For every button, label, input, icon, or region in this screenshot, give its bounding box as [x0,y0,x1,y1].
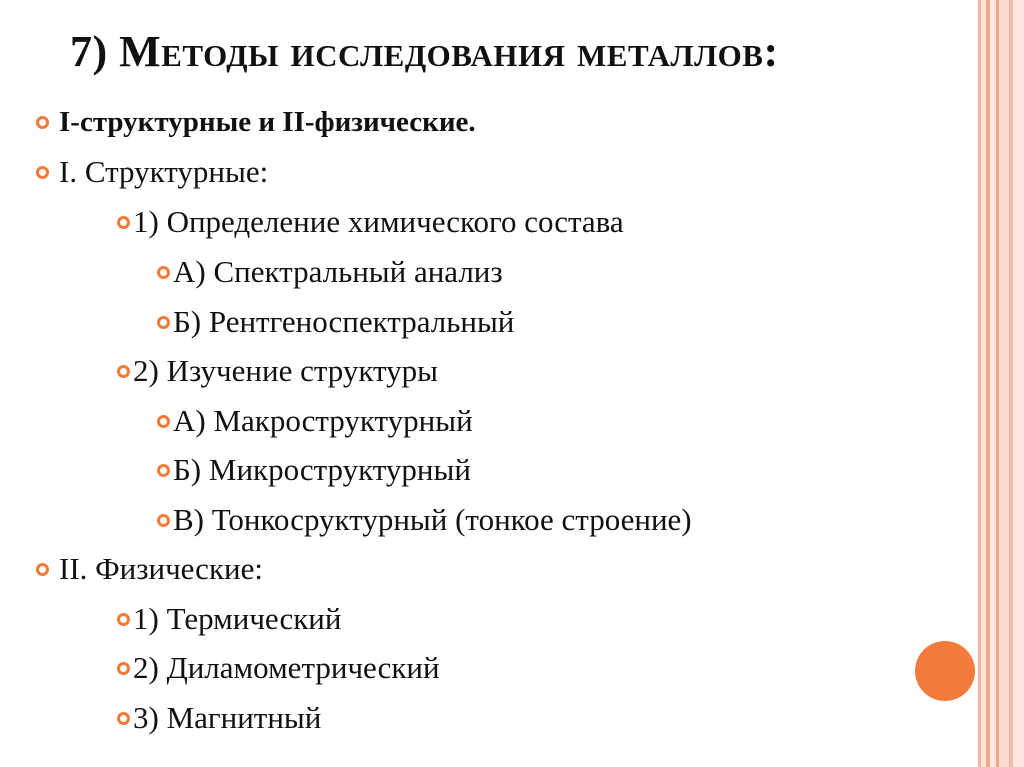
list-item-text: Б) Рентгеноспектральный [173,304,515,339]
ring-bullet-icon [117,712,130,725]
list-item [157,403,473,439]
list-item-text: I-структурные и II-физические. [59,106,476,138]
ring-bullet-icon [117,613,130,626]
list-item [36,154,268,190]
list-item-text: Б) Микроструктурный [173,452,471,487]
list-item [157,254,503,290]
list-item-text: 2) Диламометрический [133,650,440,685]
ring-bullet-icon [36,166,49,179]
list-item-text: I. Структурные: [59,154,269,189]
ring-bullet-icon [157,415,170,428]
ring-bullet-icon [157,464,170,477]
decorative-circle [915,641,975,701]
ring-bullet-icon [117,216,130,229]
list-item-text: 3) Магнитный [133,700,322,735]
list-item [117,204,624,240]
ring-bullet-icon [36,563,49,576]
ring-bullet-icon [36,116,49,129]
ring-bullet-icon [157,316,170,329]
list-item-text: В) Тонкосруктурный (тонкое строение) [173,502,692,537]
list-item-text: А) Спектральный анализ [173,254,503,289]
list-item-text: А) Макроструктурный [173,403,473,438]
list-item-text: 1) Определение химического состава [133,204,624,239]
list-item [117,700,321,736]
ring-bullet-icon [157,266,170,279]
list-item [157,452,471,488]
slide-title: 7) Методы исследования металлов: [70,27,779,76]
decorative-stripes [978,0,1024,767]
list-item [36,104,476,140]
ring-bullet-icon [117,365,130,378]
list-item [117,353,438,389]
list-item [36,551,263,587]
list-item-text: 1) Термический [133,601,342,636]
list-item-text: 2) Изучение структуры [133,353,438,388]
list-item [117,601,341,637]
list-item [157,502,692,538]
ring-bullet-icon [117,662,130,675]
list-item [117,650,440,686]
list-item [157,304,514,340]
list-item-text: II. Физические: [59,551,263,586]
ring-bullet-icon [157,514,170,527]
